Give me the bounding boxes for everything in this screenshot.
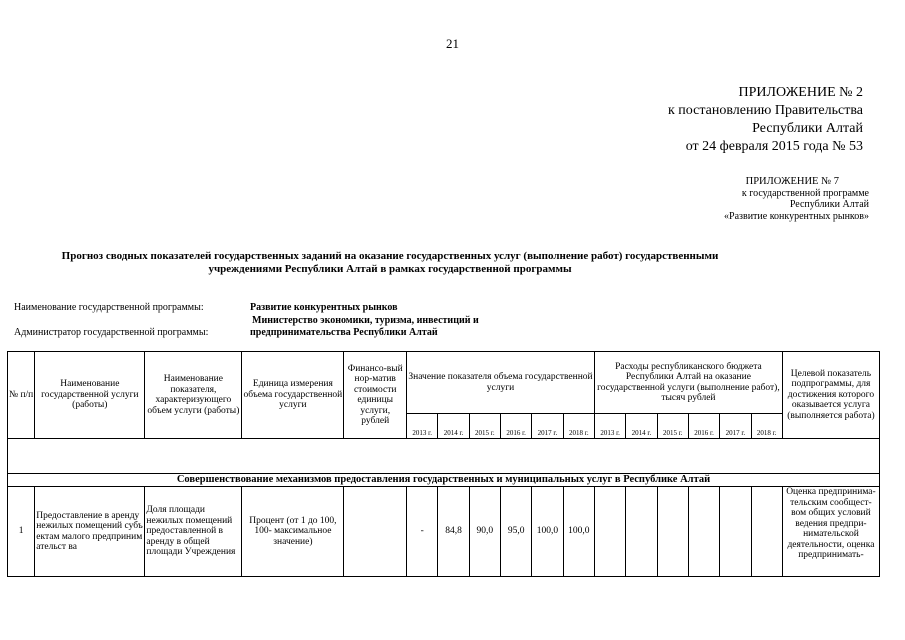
row1-expense-2013 [594,487,625,577]
header-unit: Единица измерения объема государственной услуги [242,352,344,439]
expense-year-2016: 2016 г. [688,414,719,439]
row1-expense-2014 [626,487,657,577]
row1-target: Оценка предпринима-тельским сообщест-вом общих условий ведения предпри-нимательской деятельности, оценка предпринимать- [782,487,879,577]
document-title [20,250,760,276]
expense-year-2014: 2014 г. [626,414,657,439]
appendix-main-title: ПРИЛОЖЕНИЕ № 2 [738,85,863,100]
forecast-table [7,351,880,577]
volume-year-2015: 2015 г. [469,414,500,439]
row1-expense-2017 [720,487,751,577]
volume-year-2018: 2018 г. [563,414,594,439]
volume-year-2017: 2017 г. [532,414,563,439]
appendix-sub-line2: к государственной программе [741,187,869,199]
row1-expense-2015 [657,487,688,577]
section-row [8,474,880,487]
program-value: Развитие конкурентных рынков [250,302,398,313]
appendix-sub-block [649,176,869,222]
row1-volume-2015: 90,0 [469,487,500,577]
volume-year-2016: 2016 г. [500,414,531,439]
header-target: Целевой показатель подпрограммы, для достижения которого оказывается услуга (выполняется работа) [782,352,879,439]
row1-expense-2016 [688,487,719,577]
row1-cost [344,487,407,577]
header-service-name: Наименование государственной услуги (работы) [35,352,145,439]
row1-volume-2014: 84,8 [438,487,469,577]
row1-service: Предоставление в аренду нежилых помещений субъектам малого предпринимательст ва [35,487,145,577]
document-title-line2: учреждениями Республики Алтай в рамках государственной программы [208,263,572,275]
row1-unit: Процент (от 1 до 100, 100- максимальное значение) [242,487,344,577]
appendix-sub-line4: «Развитие конкурентных рынков» [724,210,869,222]
section-title: Совершенствование механизмов предоставления государственных и муниципальных услуг в Республике Алтай [8,474,880,487]
expense-year-2018: 2018 г. [751,414,782,439]
expense-year-2017: 2017 г. [720,414,751,439]
header-indicator-name: Наименование показателя, характеризующего объем услуги (работы) [145,352,242,439]
header-volume-group: Значение показателя объема государственной услуги [407,352,595,414]
appendix-main-block [603,84,863,156]
header-num: № п/п [8,352,35,439]
row1-volume-2013: - [407,487,438,577]
volume-year-2013: 2013 г. [407,414,438,439]
volume-year-2014: 2014 г. [438,414,469,439]
appendix-main-line3: Республики Алтай [752,121,863,136]
appendix-sub-title: ПРИЛОЖЕНИЕ № 7 [745,176,839,187]
appendix-main-line4: от 24 февраля 2015 года № 53 [685,139,863,154]
empty-cell [8,439,880,474]
administrator-value: предпринимательства Республики Алтай [250,327,438,338]
appendix-main-line2: к постановлению Правительства [667,103,863,118]
ministry-value: Министерство экономики, туризма, инвестиций и [252,315,479,326]
table-row [8,487,880,577]
appendix-sub-line3: Республики Алтай [789,199,869,210]
administrator-label: Администратор государственной программы: [14,327,209,338]
page-number: 21 [446,36,459,51]
row1-volume-2016: 95,0 [500,487,531,577]
expense-year-2015: 2015 г. [657,414,688,439]
header-row-1 [8,352,880,414]
document-title-line1: Прогноз сводных показателей государственных заданий на оказание государственных услуг (выполнение работ) государственными [61,250,719,262]
row1-num: 1 [8,487,35,577]
header-expense-group: Расходы республиканского бюджета Республики Алтай на оказание государственной услуги (выполнение работ), тысяч рублей [594,352,782,414]
program-label: Наименование государственной программы: [14,302,204,313]
row1-volume-2017: 100,0 [532,487,563,577]
header-cost-norm: Финансо-вый нор-матив стоимости единицы услуги, рублей [344,352,407,439]
empty-row [8,439,880,474]
row1-expense-2018 [751,487,782,577]
row1-indicator: Доля площади нежилых помещений предоставленной в аренду в общей площади Учреждения [145,487,242,577]
row1-volume-2018: 100,0 [563,487,594,577]
expense-year-2013: 2013 г. [594,414,625,439]
